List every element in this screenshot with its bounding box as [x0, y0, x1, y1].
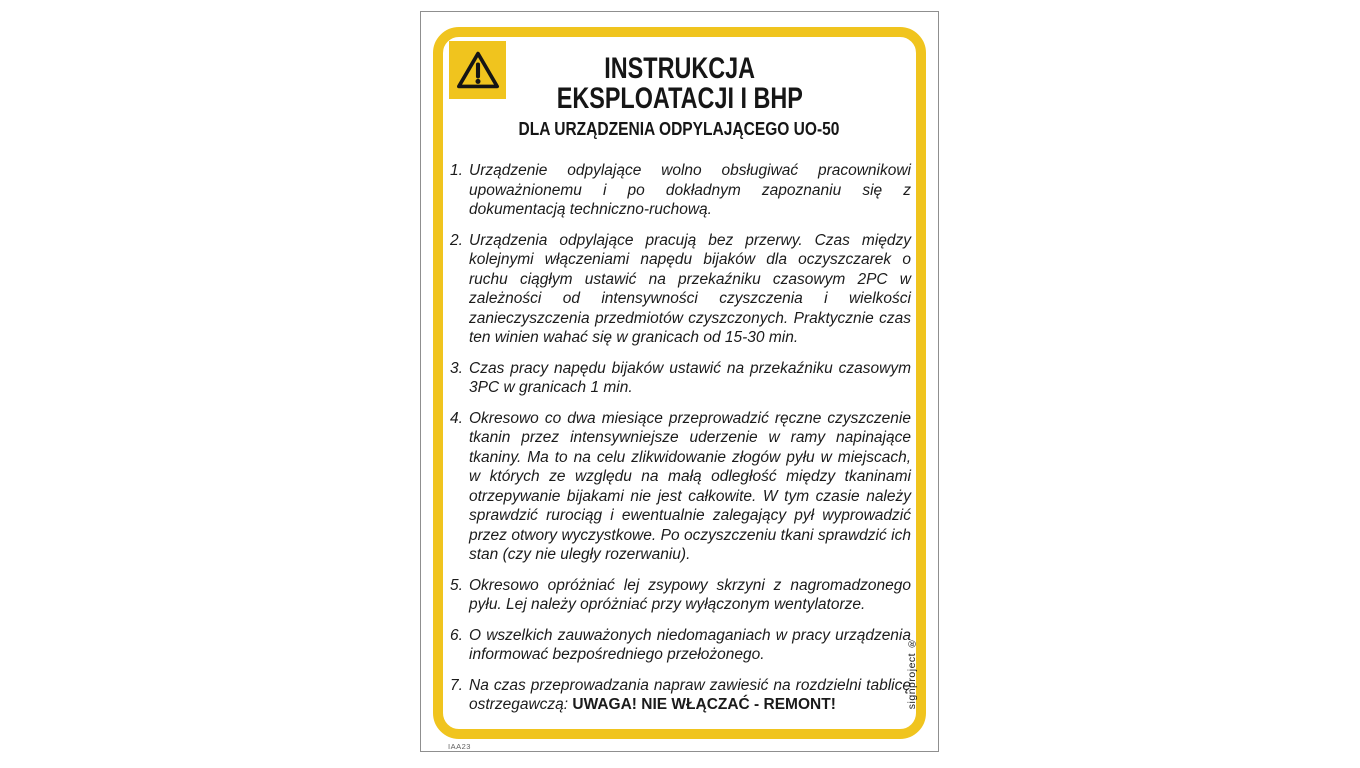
- item-text: Okresowo opróżniać lej zsypowy skrzyni z nagromadzonego pyłu. Lej należy opróżniać przy wyłączonym wentylatorze.: [469, 576, 911, 613]
- item-text: [469, 676, 911, 715]
- item-text-warning: UWAGA! NIE WŁĄCZAĆ - REMONT!: [572, 696, 836, 713]
- item-number: 1.: [450, 162, 463, 179]
- item-number: 2.: [450, 231, 463, 249]
- sign-subtitle: [421, 119, 938, 139]
- sign-title-block: [421, 54, 938, 139]
- item-number: 6.: [450, 626, 463, 644]
- instruction-item-6: [450, 626, 911, 665]
- instruction-item-5: [450, 576, 911, 615]
- item-number: 3.: [450, 359, 463, 377]
- instruction-item-7: [450, 676, 911, 715]
- item-number: 4.: [450, 409, 463, 427]
- sign-title-line2: [421, 84, 938, 114]
- item-text: Urządzenie odpylające wolno obsługiwać pracownikowi upoważnionemu i po dokładnym zapoznaniu się z dokumentacją techniczno-ruchową.: [469, 162, 911, 218]
- instruction-item-3: [450, 359, 911, 398]
- item-text: Czas pracy napędu bijaków ustawić na przekaźniku czasowym 3PC w granicach 1 min.: [469, 359, 911, 396]
- sign-subtitle-text: DLA URZĄDZENIA ODPYLAJĄCEGO UO-50: [519, 118, 840, 139]
- instruction-item-1: [450, 161, 911, 220]
- sign-title-line2-text: EKSPLOATACJI I BHP: [556, 82, 803, 115]
- catalog-code: IAA23: [448, 742, 471, 751]
- item-text: Okresowo co dwa miesiące przeprowadzić ręczne czyszczenie tkanin przez intensywniejsze uderzenie w ramy napinające tkaniny. Ma to na celu zlikwidowanie złogów pyłu w miejscach, w których ze względu na małą odległość między tkaninami otrzepywanie bijakami nie jest całkowite. W tym czasie należy sprawdzić rurociąg i ewentualnie zalegający pył wyprowadzić przez otwory wyczystkowe. Po oczyszczeniu tkani sprawdzić ich stan (czy nie uległy rozerwaniu).: [469, 409, 911, 563]
- safety-sign-card: [420, 11, 939, 752]
- instruction-item-4: [450, 409, 911, 565]
- item-number: 5.: [450, 576, 463, 594]
- item-number: 7.: [450, 676, 463, 694]
- item-text: O wszelkich zauważonych niedomaganiach w pracy urządzenia informować bezpośredniego przełożonego.: [469, 626, 911, 663]
- instruction-item-2: [450, 231, 911, 348]
- instruction-list: [450, 161, 911, 726]
- item-text: Urządzenia odpylające pracują bez przerwy. Czas między kolejnymi włączeniami napędu bijaków dla oczyszczarek o ruchu ciągłym ustawić na przekaźniku czasowym 2PC w zależności od intensywności czyszczenia i wielkości zanieczyszczenia przedmiotów czyszczonych. Praktycznie czas ten winien wahać się w granicach od 15-30 min.: [469, 231, 911, 346]
- sign-title-line1-text: INSTRUKCJA: [604, 52, 755, 85]
- sign-title-line1: [421, 54, 938, 84]
- item-text-normal: Na czas przeprowadzania napraw zawiesić na rozdzielni tablicę ostrzegawczą:: [469, 676, 911, 713]
- brand-watermark: signproject ®: [906, 636, 918, 709]
